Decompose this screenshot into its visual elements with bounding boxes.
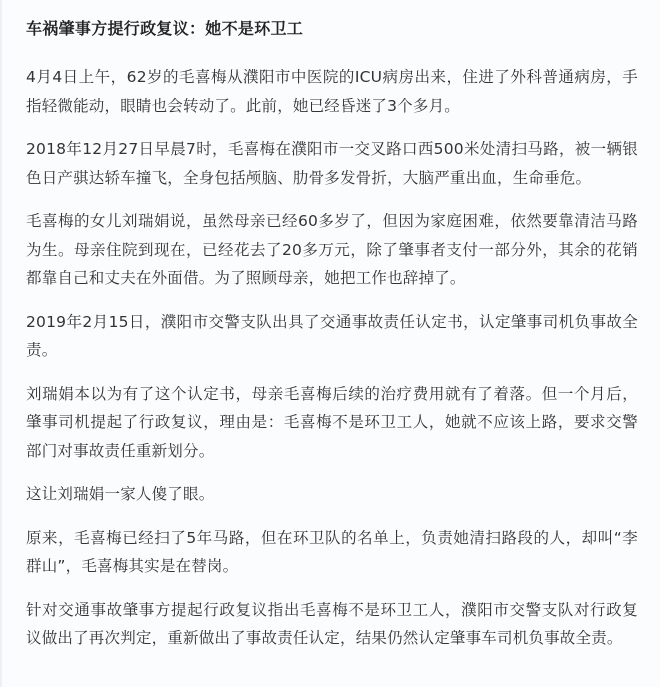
article-paragraph: 这让刘瑞娟一家人傻了眼。 — [26, 485, 215, 503]
article-paragraph: 4月4日上午，62岁的毛喜梅从濮阳市中医院的ICU病房出来，住进了外科普通病房，手指轻微能动，眼睛也会转动了。此前，她已经昏迷了3个多月。 — [26, 68, 638, 115]
article-paragraph: 2018年12月27日早晨7时，毛喜梅在濮阳市一交叉路口西500米处清扫马路，被一辆银色日产骐达轿车撞飞，全身包括颅脑、肋骨多发骨折，大脑严重出血，生命垂危。 — [26, 140, 638, 187]
article-paragraph: 2019年2月15日，濮阳市交警支队出具了交通事故责任认定书，认定肇事司机负事故全责。 — [26, 312, 638, 359]
article-paragraph: 针对交通事故肇事方提起行政复议指出毛喜梅不是环卫工人，濮阳市交警支队对行政复议做出了再次判定，重新做出了事故责任认定，结果仍然认定肇事车司机负事故全责。 — [26, 600, 638, 647]
article-title: 车祸肇事方提行政复议：她不是环卫工 — [26, 19, 304, 38]
article-paragraph: 刘瑞娟本以为有了这个认定书，母亲毛喜梅后续的治疗费用就有了着落。但一个月后，肇事司机提起了行政复议，理由是：毛喜梅不是环卫工人，她就不应该上路，要求交警部门对事故责任重新划分。 — [26, 384, 638, 460]
article-paragraph: 原来，毛喜梅已经扫了5年马路，但在环卫队的名单上，负责她清扫路段的人，却叫“李群山”，毛喜梅其实是在替岗。 — [26, 528, 638, 575]
article-paragraph: 毛喜梅的女儿刘瑞娟说，虽然母亲已经60多岁了，但因为家庭困难，依然要靠清洁马路为生。母亲住院到现在，已经花去了20多万元，除了肇事者支付一部分外，其余的花销都靠自己和丈夫在外面借。为了照顾母亲，她把工作也辞掉了。 — [26, 212, 638, 287]
